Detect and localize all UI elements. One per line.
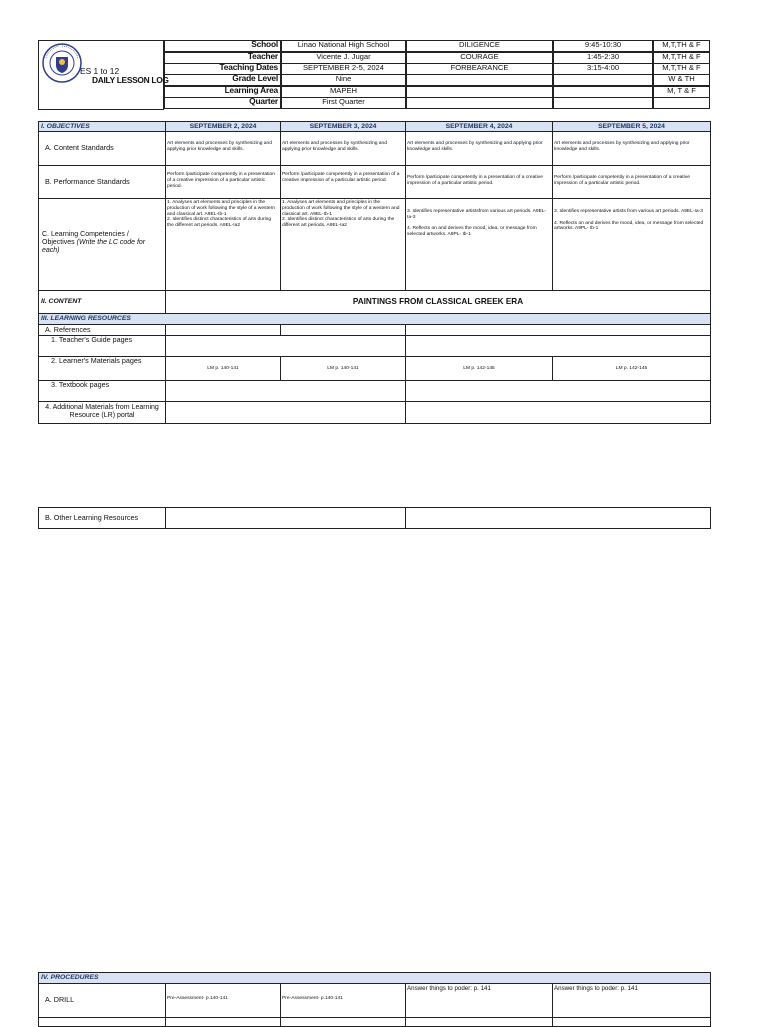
learning-competencies-cell: 3. Identifies representative artists from various art periods. A9EL-Ia-3 4. Reflects on and derives the mood, idea, or message from selected artworks. A9PL- Ib-1 bbox=[552, 198, 711, 291]
competencies-label-main: C. Learning Competencies / Objectives bbox=[42, 231, 129, 247]
content-standards-label: A. Content Standards bbox=[38, 131, 166, 166]
performance-standards-cell: Perform /participate competently in a presentation of a creative impression of a particular artistic period. bbox=[165, 165, 281, 199]
days-value-empty bbox=[653, 97, 710, 109]
other-resources-cell bbox=[405, 507, 711, 529]
time-slot: 9:45-10:30 bbox=[553, 40, 653, 52]
additional-materials-label: 4. Additional Materials from Learning Resource (LR) portal bbox=[38, 401, 166, 424]
drill-cell: Answer things to poder: p. 141 bbox=[405, 983, 553, 1018]
time-slot-empty bbox=[553, 97, 653, 109]
references-label: A. References bbox=[38, 324, 166, 336]
time-slot: 3:15-4:00 bbox=[553, 63, 653, 75]
school-label: School bbox=[164, 40, 281, 52]
content-standards-cell: Art elements and processes by synthesizing and applying prior knowledge and skills. bbox=[280, 131, 406, 166]
content-standards-cell: Art elements and processes by synthesizing and applying prior knowledge and skills. bbox=[552, 131, 711, 166]
competencies-label-italic: (Write the LC code for each) bbox=[42, 239, 146, 255]
drill-label: A. DRILL bbox=[38, 983, 166, 1018]
date-header: SEPTEMBER 2, 2024 bbox=[165, 121, 281, 132]
teachers-guide-label: 1. Teacher's Guide pages bbox=[38, 335, 166, 357]
date-header: SEPTEMBER 5, 2024 bbox=[552, 121, 711, 132]
section-courage: COURAGE bbox=[406, 52, 553, 64]
additional-materials-cell bbox=[405, 401, 711, 424]
section-diligence: DILIGENCE bbox=[406, 40, 553, 52]
drill-cell: Pre-Assessment- p.140-141 bbox=[280, 983, 406, 1018]
content-standards-cell: Art elements and processes by synthesizing and applying prior knowledge and skills. bbox=[165, 131, 281, 166]
content-section-label: II. CONTENT bbox=[38, 290, 166, 314]
quarter-label: Quarter bbox=[164, 97, 281, 109]
content-standards-cell: Art elements and processes by synthesizing and applying prior knowledge and skills. bbox=[405, 131, 553, 166]
next-row-label bbox=[38, 1017, 166, 1027]
deped-seal-icon bbox=[42, 43, 82, 83]
procedures-section-label: IV. PROCEDURES bbox=[38, 972, 711, 984]
days-value: M,T,TH & F bbox=[653, 63, 710, 75]
additional-materials-cell bbox=[165, 401, 406, 424]
teacher-label: Teacher bbox=[164, 52, 281, 64]
form-title-left: ES 1 to 12 bbox=[80, 66, 120, 76]
textbook-cell bbox=[165, 380, 406, 402]
learners-materials-cell: LM p. 142-145 bbox=[552, 356, 711, 381]
form-title-sub: DAILY LESSON LOG bbox=[92, 75, 169, 85]
learners-materials-label: 2. Learner's Materials pages bbox=[38, 356, 166, 381]
teachers-guide-cell bbox=[405, 335, 711, 357]
other-resources-cell bbox=[165, 507, 406, 529]
grade-level-label: Grade Level bbox=[164, 74, 281, 86]
days-value: M,T,TH & F bbox=[653, 40, 710, 52]
section-empty bbox=[406, 97, 553, 109]
teacher-value: Vicente J. Jugar bbox=[281, 52, 406, 64]
learners-materials-cell: LM p. 140-141 bbox=[280, 356, 406, 381]
textbook-cell bbox=[405, 380, 711, 402]
section-forbearance: FORBEARANCE bbox=[406, 63, 553, 75]
learning-resources-section-label: III. LEARNING RESOURCES bbox=[38, 313, 711, 325]
learning-competencies-cell: 1. Analyses art elements and principles in the production of work following the style of a western and classical art. A9EL-Ib-1 2. Identifies distinct characteristics of arts during the different art periods. A9EL-Ia2 bbox=[280, 198, 406, 291]
performance-standards-label: B. Performance Standards bbox=[38, 165, 166, 199]
performance-standards-cell: Perform /participate competently in a presentation of a creative impression of a particular artistic period. bbox=[552, 165, 711, 199]
time-slot-empty bbox=[553, 74, 653, 86]
teaching-dates-value: SEPTEMBER 2-5, 2024 bbox=[281, 63, 406, 75]
content-topic: PAINTINGS FROM CLASSICAL GREEK ERA bbox=[165, 290, 711, 314]
days-value: M,T,TH & F bbox=[653, 52, 710, 64]
textbook-label: 3. Textbook pages bbox=[38, 380, 166, 402]
teachers-guide-cell bbox=[165, 335, 406, 357]
objectives-section-label: I. OBJECTIVES bbox=[38, 121, 166, 132]
school-value: Linao National High School bbox=[281, 40, 406, 52]
drill-cell: Answer things to poder: p. 141 bbox=[552, 983, 711, 1018]
date-header: SEPTEMBER 3, 2024 bbox=[280, 121, 406, 132]
next-row-cell bbox=[552, 1017, 711, 1027]
days-value: M, T & F bbox=[653, 86, 710, 98]
next-row-cell bbox=[280, 1017, 406, 1027]
date-header: SEPTEMBER 4, 2024 bbox=[405, 121, 553, 132]
quarter-value: First Quarter bbox=[281, 97, 406, 109]
learning-competencies-label bbox=[38, 198, 166, 291]
drill-cell: Pre-Assessment- p.140-141 bbox=[165, 983, 281, 1018]
section-empty bbox=[406, 74, 553, 86]
learners-materials-cell: LM p. 140-141 bbox=[165, 356, 281, 381]
days-value: W & TH bbox=[653, 74, 710, 86]
learners-materials-cell: LM p. 142-145 bbox=[405, 356, 553, 381]
next-row-cell bbox=[405, 1017, 553, 1027]
grade-level-value: Nine bbox=[281, 74, 406, 86]
next-row-cell bbox=[165, 1017, 281, 1027]
learning-area-value: MAPEH bbox=[281, 86, 406, 98]
learning-competencies-cell: 1. Analyses art elements and principles in the production of work following the style of a western and classical art. A9EL-Ib-1 2. Identifies distinct characteristics of arts during the different art periods. A9EL-Ia2 bbox=[165, 198, 281, 291]
learning-competencies-cell: 3. Identifies representative artistsfrom various art periods. A9EL-Ia-3 4. Reflects on and derives the mood, idea, or message from selected artworks. A9PL- Ib-1 bbox=[405, 198, 553, 291]
other-resources-label: B. Other Learning Resources bbox=[38, 507, 166, 529]
time-slot: 1:45-2:30 bbox=[553, 52, 653, 64]
performance-standards-cell: Perform /participate competently in a presentation of a creative impression of a particular artistic period. bbox=[280, 165, 406, 199]
teaching-dates-label: Teaching Dates bbox=[164, 63, 281, 75]
performance-standards-cell: Perform /participate competently in a presentation of a creative impression of a particular artistic period. bbox=[405, 165, 553, 199]
learning-area-label: Learning Area bbox=[164, 86, 281, 98]
